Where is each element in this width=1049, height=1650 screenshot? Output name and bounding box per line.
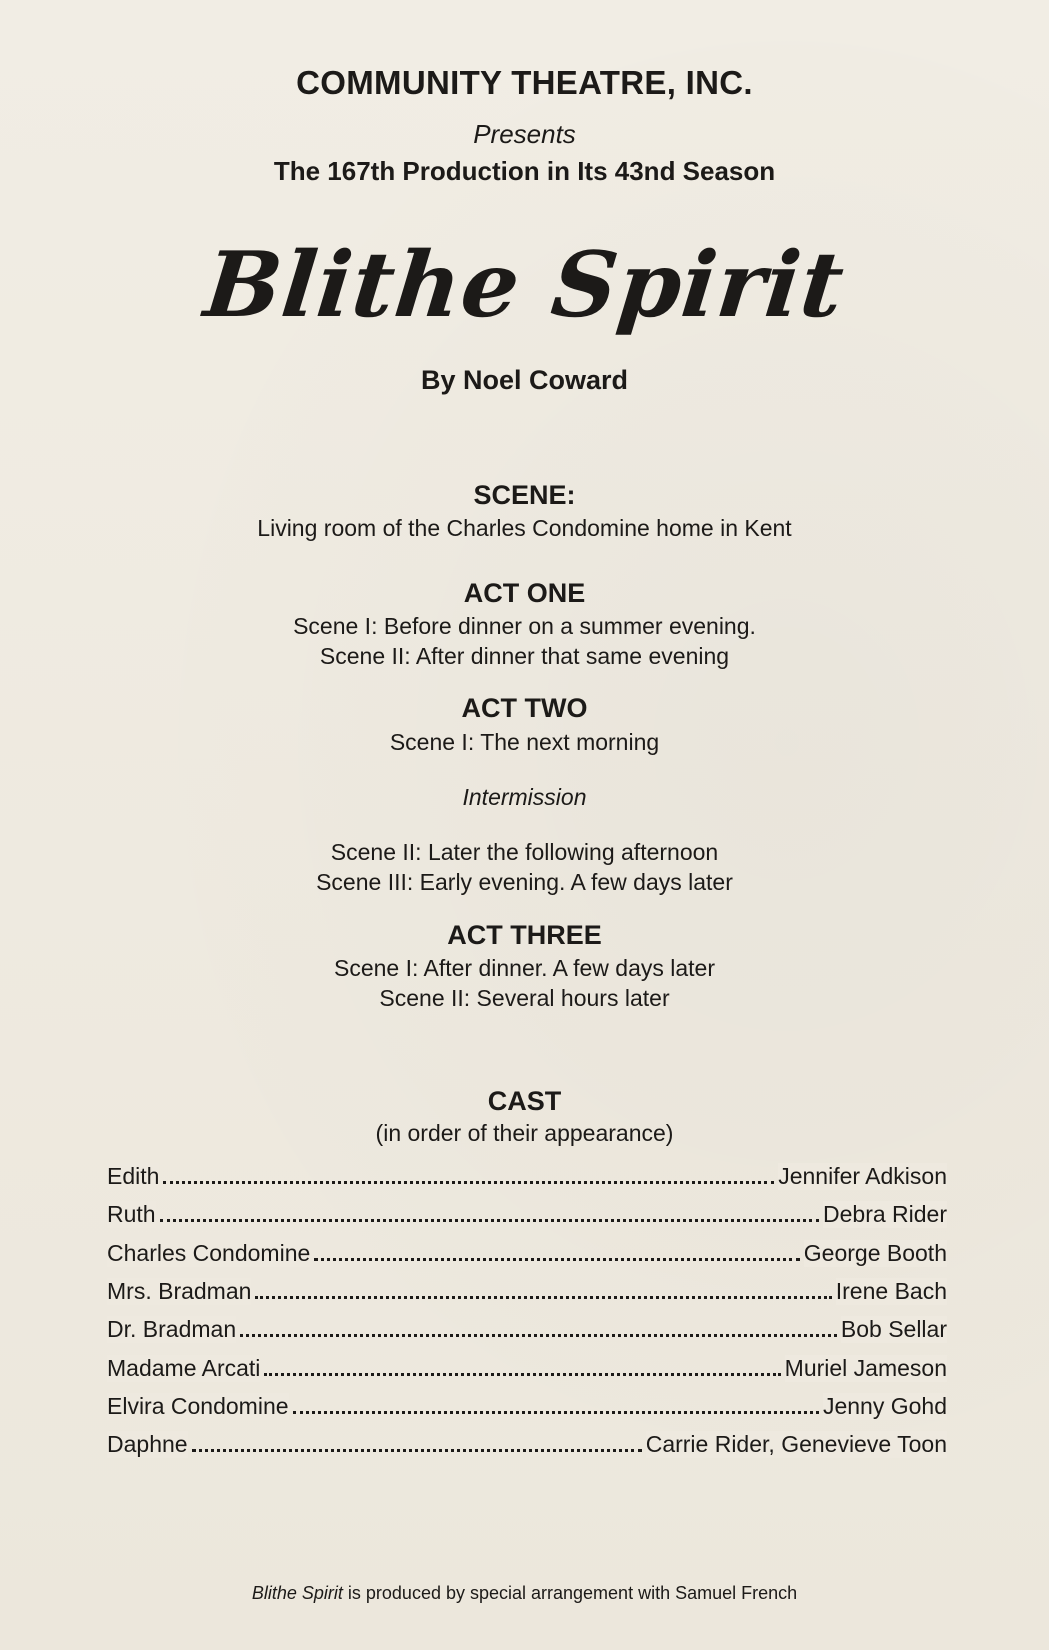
dot-leader bbox=[163, 1180, 774, 1184]
cast-role: Charles Condomine bbox=[107, 1240, 311, 1266]
act-three-scene-1: Scene I: After dinner. A few days later bbox=[333, 955, 715, 981]
cast-actor: Jennifer Adkison bbox=[778, 1163, 947, 1189]
cast-role: Dr. Bradman bbox=[107, 1316, 237, 1342]
cast-actor: Irene Bach bbox=[835, 1278, 947, 1304]
act-one-scene-2: Scene II: After dinner that same evening bbox=[319, 643, 730, 669]
cast-role: Madame Arcati bbox=[107, 1355, 261, 1381]
footer-title-ref: Blithe Spirit bbox=[251, 1583, 343, 1603]
cast-actor: Debra Rider bbox=[823, 1201, 947, 1227]
cast-row bbox=[107, 1350, 947, 1382]
cast-actor: Carrie Rider, Genevieve Toon bbox=[645, 1431, 947, 1457]
dot-leader bbox=[255, 1295, 831, 1299]
cast-heading: CAST bbox=[487, 1086, 562, 1116]
dot-leader bbox=[314, 1257, 800, 1261]
dot-leader bbox=[192, 1448, 642, 1452]
dot-leader bbox=[160, 1218, 819, 1222]
act-two-scene-2: Scene II: Later the following afternoon bbox=[330, 839, 719, 865]
cast-actor: George Booth bbox=[803, 1240, 947, 1266]
presents-label: Presents bbox=[473, 119, 576, 149]
act-two-heading: ACT TWO bbox=[461, 693, 588, 723]
act-three-scene-2: Scene II: Several hours later bbox=[379, 985, 670, 1011]
act-two-scene-1: Scene I: The next morning bbox=[389, 729, 660, 755]
play-author: By Noel Coward bbox=[420, 365, 629, 395]
organization-name: COMMUNITY THEATRE, INC. bbox=[296, 64, 753, 101]
cast-row bbox=[107, 1426, 947, 1458]
act-one-heading: ACT ONE bbox=[463, 578, 586, 608]
cast-role: Edith bbox=[107, 1163, 160, 1189]
scene-heading: SCENE: bbox=[473, 480, 576, 510]
scene-description: Living room of the Charles Condomine home in Kent bbox=[257, 515, 792, 541]
cast-row bbox=[107, 1158, 947, 1190]
cast-role: Daphne bbox=[107, 1431, 188, 1457]
play-title: Blithe Spirit bbox=[199, 232, 850, 338]
cast-row bbox=[107, 1273, 947, 1305]
production-line: The 167th Production in Its 43nd Season bbox=[273, 156, 776, 186]
cast-row bbox=[107, 1196, 947, 1228]
dot-leader bbox=[240, 1333, 837, 1337]
cast-role: Elvira Condomine bbox=[107, 1393, 289, 1419]
cast-role: Mrs. Bradman bbox=[107, 1278, 252, 1304]
act-two-scene-3: Scene III: Early evening. A few days later bbox=[316, 869, 733, 895]
dot-leader bbox=[293, 1410, 819, 1414]
cast-actor: Bob Sellar bbox=[840, 1316, 947, 1342]
cast-row bbox=[107, 1235, 947, 1267]
cast-row bbox=[107, 1388, 947, 1420]
cast-subheading: (in order of their appearance) bbox=[375, 1120, 674, 1146]
act-three-heading: ACT THREE bbox=[447, 920, 602, 950]
footer-text: is produced by special arrangement with Samuel French bbox=[342, 1583, 798, 1603]
act-one-scene-1: Scene I: Before dinner on a summer evening. bbox=[293, 613, 756, 639]
cast-role: Ruth bbox=[107, 1201, 156, 1227]
cast-actor: Jenny Gohd bbox=[822, 1393, 947, 1419]
cast-actor: Muriel Jameson bbox=[784, 1355, 947, 1381]
dot-leader bbox=[264, 1372, 780, 1376]
footer-note bbox=[0, 1583, 1049, 1604]
cast-row bbox=[107, 1311, 947, 1343]
intermission-label: Intermission bbox=[462, 784, 587, 810]
